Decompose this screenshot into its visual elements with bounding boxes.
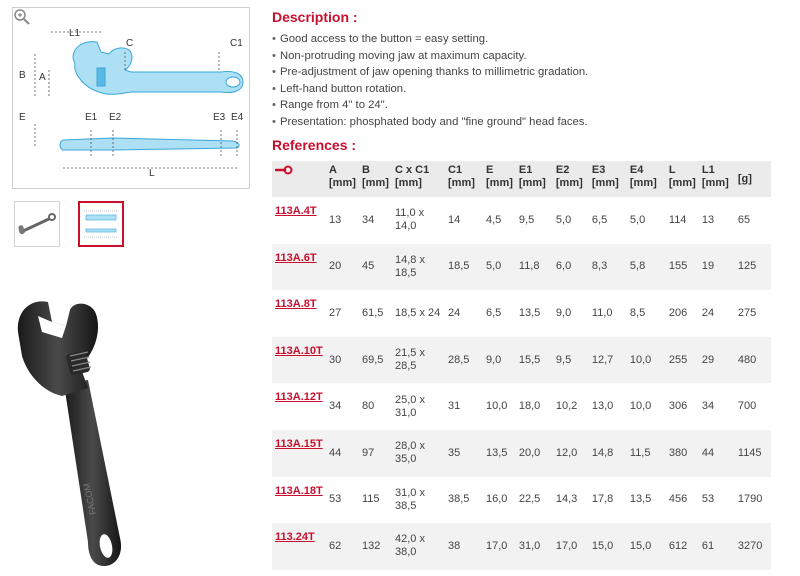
label-e1: E1	[85, 112, 98, 123]
table-cell: 20	[326, 244, 359, 291]
table-cell: 20,0	[516, 430, 553, 477]
table-cell: 11,0	[591, 306, 613, 319]
table-cell: 18,5	[445, 244, 483, 291]
table-cell: 5,0	[629, 213, 646, 226]
table-cell: 125	[735, 244, 771, 291]
description-item-text: Left-hand button rotation.	[279, 82, 407, 95]
description-item	[272, 81, 588, 98]
table-cell: 62	[326, 523, 359, 570]
table-cell: 480	[735, 337, 771, 384]
thumbnail-product-photo[interactable]	[14, 201, 60, 247]
header-col-unit: [mm]	[486, 177, 513, 189]
references-title: References :	[272, 137, 357, 153]
table-cell: 5,8	[627, 244, 666, 291]
table-cell: 115	[362, 493, 380, 506]
table-cell: 44	[326, 430, 359, 477]
reference-link[interactable]: 113A.18T	[275, 484, 323, 497]
table-cell: 11,8	[516, 244, 553, 291]
table-cell: 15,5	[516, 337, 553, 384]
table-row	[272, 290, 771, 337]
description-item-text: Non-protruding moving jaw at maximum capacity.	[279, 49, 527, 62]
reference-cell	[272, 430, 326, 477]
table-cell: 28,0 x 35,0	[392, 430, 445, 477]
header-col-name: E3	[591, 164, 606, 176]
reference-cell	[272, 383, 326, 430]
bullet-icon: •	[272, 99, 276, 111]
description-item-text: Presentation: phosphated body and "fine ground" head faces.	[279, 115, 588, 128]
table-cell: 1790	[737, 493, 763, 506]
reference-cell	[272, 337, 326, 384]
description-item	[272, 64, 588, 81]
table-cell: 12,7	[589, 337, 627, 384]
header-col-unit: [mm]	[629, 177, 657, 189]
reference-cell	[272, 477, 326, 524]
description-item	[272, 114, 588, 131]
table-cell: 15,0	[589, 523, 627, 570]
table-cell: 700	[737, 400, 757, 413]
table-cell: 34	[701, 400, 715, 413]
table-cell: 65	[737, 213, 751, 226]
table-cell: 5,0	[483, 244, 516, 291]
diagram-thumbnail-icon	[80, 203, 122, 245]
handle-brand-text: FACOM	[81, 482, 98, 516]
table-cell: 30	[326, 337, 359, 384]
table-row	[272, 197, 771, 244]
bullet-icon: •	[272, 66, 276, 78]
table-cell: 14,8	[589, 430, 627, 477]
table-body	[272, 197, 771, 570]
header-col-unit: [mm]	[518, 177, 546, 189]
table-row	[272, 477, 771, 524]
table-cell: 44	[699, 430, 735, 477]
table-cell: 13,5	[518, 306, 541, 319]
table-cell: 80	[362, 400, 375, 413]
header-col	[553, 161, 589, 197]
header-col	[699, 161, 735, 197]
table-cell: 206	[668, 306, 688, 319]
table-cell: 38	[445, 523, 483, 570]
table-cell: 25,0 x 31,0	[395, 393, 425, 419]
header-col	[589, 161, 627, 197]
header-col-unit: [mm]	[395, 177, 422, 189]
header-col	[445, 161, 483, 197]
header-col-unit: [mm]	[591, 177, 619, 189]
header-col	[326, 161, 359, 197]
label-e2: E2	[109, 112, 122, 123]
header-col-name: L	[668, 164, 676, 176]
table-cell: 29	[699, 337, 735, 384]
table-cell: 18,0	[518, 400, 541, 413]
header-col-name: E4	[629, 164, 644, 176]
header-col-unit: [mm]	[701, 177, 729, 189]
header-col-unit: [mm]	[362, 177, 389, 189]
table-cell: 28,5	[445, 337, 483, 384]
header-col-unit: [mm]	[668, 177, 696, 189]
header-col	[666, 161, 699, 197]
table-cell: 13,5	[483, 430, 516, 477]
reference-cell	[272, 244, 326, 291]
header-col-name: A	[329, 164, 337, 176]
table-cell: 14,8 x 18,5	[392, 244, 445, 291]
table-cell: 97	[359, 430, 392, 477]
header-col	[483, 161, 516, 197]
header-col-name: E	[486, 164, 494, 176]
table-cell: 42,0 x 38,0	[392, 523, 445, 570]
table-cell: 13	[329, 213, 342, 226]
table-cell: 24	[448, 306, 461, 319]
table-row	[272, 244, 771, 291]
table-cell: 15,0	[627, 523, 666, 570]
reference-cell	[272, 197, 326, 244]
header-col-name: C1	[448, 164, 463, 176]
table-cell: 35	[445, 430, 483, 477]
table-cell: 45	[359, 244, 392, 291]
label-e3: E3	[213, 112, 226, 123]
bullet-icon: •	[272, 115, 276, 128]
reference-link[interactable]: 113A.8T	[275, 298, 317, 311]
table-cell: 17,0	[483, 523, 516, 570]
table-cell: 69,5	[359, 337, 392, 384]
table-cell: 17,0	[553, 523, 589, 570]
table-cell: 9,0	[483, 337, 516, 384]
table-cell: 8,5	[629, 306, 646, 319]
wrench-thumbnail-icon	[15, 202, 59, 246]
header-col-name: L1	[701, 164, 715, 176]
table-cell: 11,5	[627, 430, 666, 477]
description-item	[272, 97, 588, 114]
table-cell: 456	[668, 493, 688, 506]
header-col	[627, 161, 666, 197]
table-cell: 255	[666, 337, 699, 384]
description-item-text: Good access to the button = easy setting.	[279, 33, 489, 45]
table-cell: 306	[668, 400, 688, 413]
table-cell: 61,5	[362, 306, 384, 319]
table-cell: 34	[362, 213, 375, 226]
table-row	[272, 430, 771, 477]
table-cell: 18,5 x 24	[395, 306, 441, 319]
label-e4: E4	[231, 112, 244, 123]
description-item	[272, 48, 588, 65]
description-title: Description :	[272, 9, 358, 25]
header-col	[359, 161, 392, 197]
table-cell: 24	[701, 306, 715, 319]
table-row	[272, 337, 771, 384]
table-cell: 38,5	[448, 493, 470, 506]
header-col	[516, 161, 553, 197]
table-cell: 6,5	[591, 213, 608, 226]
reference-link[interactable]: 113A.15T	[275, 437, 323, 450]
table-cell: 14	[448, 213, 461, 226]
references-table	[272, 161, 771, 570]
table-cell: 4,5	[486, 213, 502, 226]
thumbnail-technical-diagram[interactable]	[78, 201, 124, 247]
table-cell: 132	[359, 523, 392, 570]
reference-link[interactable]: 113.24T	[275, 531, 315, 544]
table-cell: 114	[668, 213, 687, 226]
table-cell: 5,0	[555, 213, 572, 226]
header-col-name: B	[362, 164, 370, 176]
bullet-icon: •	[272, 49, 276, 62]
wrench-top-view	[73, 42, 243, 95]
wrench-side-view	[60, 138, 239, 150]
table-cell: 3270	[735, 523, 771, 570]
header-col-name: E2	[555, 164, 570, 176]
technical-diagram[interactable]	[12, 7, 250, 189]
wrench-dimension-drawing	[13, 8, 251, 190]
label-a: A	[39, 72, 46, 83]
table-cell: 34	[329, 400, 342, 413]
bullet-icon: •	[272, 82, 276, 95]
table-cell: 27	[329, 306, 342, 319]
description-list	[272, 31, 588, 130]
table-cell: 17,8	[591, 493, 614, 506]
dimension-labels	[19, 28, 244, 179]
description-item	[272, 31, 588, 48]
table-cell: 275	[737, 306, 757, 319]
table-cell: 380	[666, 430, 699, 477]
table-header-row	[272, 161, 771, 197]
table-cell: 13,5	[629, 493, 652, 506]
header-col	[735, 161, 771, 197]
table-cell: 21,5 x 28,5	[392, 337, 445, 384]
header-col-unit: [mm]	[329, 177, 356, 189]
table-cell: 31	[448, 400, 461, 413]
reference-cell	[272, 523, 326, 570]
table-cell: 14,3	[555, 493, 578, 506]
table-cell: 13	[701, 213, 715, 226]
table-cell: 31,0 x 38,5	[395, 486, 425, 512]
header-col-name: E1	[518, 164, 533, 176]
table-cell: 8,3	[589, 244, 627, 291]
reference-link[interactable]: 113A.4T	[275, 205, 317, 217]
table-cell: 31,0	[516, 523, 553, 570]
table-cell: 10,0	[486, 400, 508, 413]
reference-link[interactable]: 113A.12T	[275, 391, 323, 404]
label-c: C	[126, 38, 134, 49]
table-cell: 6,5	[486, 306, 502, 319]
header-reference	[272, 161, 326, 197]
table-cell: 53	[701, 493, 715, 506]
table-cell: 612	[666, 523, 699, 570]
table-cell: 11,0 x 14,0	[395, 207, 425, 233]
table-cell: 9,5	[518, 213, 535, 226]
header-col-unit: [mm]	[555, 177, 583, 189]
header-col-unit: [g]	[737, 172, 752, 185]
description-item-text: Range from 4" to 24".	[279, 99, 388, 111]
description-item-text: Pre-adjustment of jaw opening thanks to millimetric gradation.	[279, 66, 589, 78]
table-cell: 16,0	[486, 493, 508, 506]
reference-cell	[272, 290, 326, 337]
zoom-icon[interactable]	[13, 8, 31, 26]
table-cell: 19	[699, 244, 735, 291]
reference-link[interactable]: 113A.10T	[275, 344, 323, 357]
table-cell: 6,0	[553, 244, 589, 291]
label-c1: C1	[230, 38, 243, 49]
header-col-name: C x C1	[395, 164, 430, 176]
table-cell: 155	[666, 244, 699, 291]
table-cell: 1145	[735, 430, 771, 477]
label-l1: L1	[69, 28, 81, 39]
label-b: B	[19, 70, 26, 81]
header-col	[392, 161, 445, 197]
table-cell: 9,5	[553, 337, 589, 384]
table-cell: 13,0	[591, 400, 614, 413]
table-cell: 10,2	[555, 400, 578, 413]
table-cell: 12,0	[553, 430, 589, 477]
wrench-reference-icon	[275, 164, 293, 176]
table-cell: 9,0	[555, 306, 572, 319]
table-cell: 10,0	[627, 337, 666, 384]
label-e: E	[19, 112, 26, 123]
wrench-product-photo	[8, 292, 138, 570]
table-cell: 22,5	[518, 493, 541, 506]
table-row	[272, 523, 771, 570]
header-col-unit: [mm]	[448, 177, 475, 189]
table-cell: 61	[699, 523, 735, 570]
table-row	[272, 383, 771, 430]
table-cell: 10,0	[629, 400, 652, 413]
table-cell: 53	[329, 493, 342, 506]
label-l: L	[149, 168, 155, 179]
bullet-icon: •	[272, 33, 276, 45]
reference-link[interactable]: 113A.6T	[275, 251, 317, 264]
